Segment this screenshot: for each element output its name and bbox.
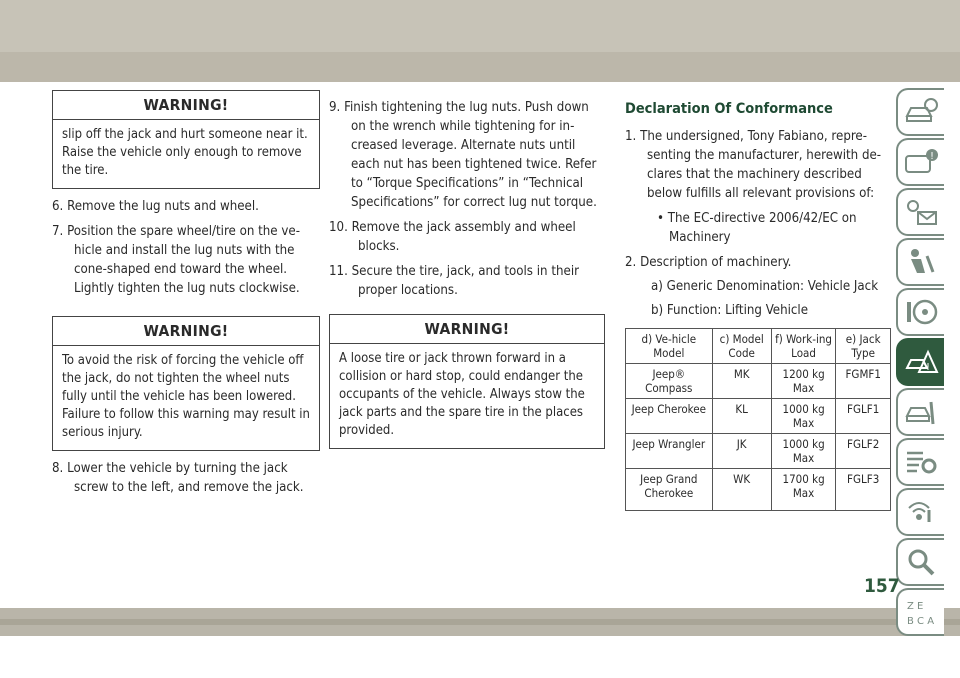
cell-jack: FGMF1 xyxy=(836,364,891,399)
svg-text:B C A: B C A xyxy=(907,616,935,627)
page-number: 157 xyxy=(864,575,900,597)
cell-load: 1700 kg Max xyxy=(771,469,836,511)
steering-wheel-icon[interactable] xyxy=(896,288,944,336)
table-header-row xyxy=(626,329,891,364)
cell-load: 1000 kg Max xyxy=(771,434,836,469)
cell-load: 1200 kg Max xyxy=(771,364,836,399)
step-9: 9. Finish tightening the lug nuts. Push down on the wrench while tightening for in-creased leverage. Alternate nuts until each nut has been tightened twice. Refer to “Torque Specifications” in “Technical Specifications” for correct lug nut torque. xyxy=(329,100,597,210)
index-icon[interactable] xyxy=(896,588,944,636)
warning-title: WARNING! xyxy=(53,317,319,346)
specifications-icon[interactable] xyxy=(896,438,944,486)
warning-box xyxy=(52,90,320,189)
dashboard-warning-icon[interactable] xyxy=(896,138,944,186)
step-10: 10. Remove the jack assembly and wheel blocks. xyxy=(329,220,576,254)
chapter-tabs xyxy=(896,88,946,638)
header-model-code: c) Model Code xyxy=(712,329,771,364)
cell-code: WK xyxy=(712,469,771,511)
svg-text:!: ! xyxy=(925,362,931,373)
warning-title: WARNING! xyxy=(330,315,604,344)
cell-code: KL xyxy=(712,399,771,434)
header-jack-type: e) Jack Type xyxy=(836,329,891,364)
service-wrench-icon[interactable] xyxy=(896,388,944,436)
warning-title: WARNING! xyxy=(53,91,319,120)
section-title: Declaration Of Conformance xyxy=(625,101,833,117)
cell-jack: FGLF2 xyxy=(836,434,891,469)
top-band xyxy=(0,0,960,52)
airbag-safety-icon[interactable] xyxy=(896,238,944,286)
bottom-band-stripe xyxy=(0,619,960,625)
cell-jack: FGLF1 xyxy=(836,399,891,434)
svg-text:!: ! xyxy=(929,151,935,162)
table-row xyxy=(626,399,891,434)
cell-load: 1000 kg Max xyxy=(771,399,836,434)
warning-box xyxy=(52,316,320,451)
function: b) Function: Lifting Vehicle xyxy=(651,303,809,318)
car-info-icon[interactable] xyxy=(896,88,944,136)
cell-code: MK xyxy=(712,364,771,399)
cell-jack: FGLF3 xyxy=(836,469,891,511)
step-6: 6. Remove the lug nuts and wheel. xyxy=(52,199,259,214)
step-8: 8. Lower the vehicle by turning the jack screw to the left, and remove the jack. xyxy=(52,461,304,495)
step-11: 11. Secure the tire, jack, and tools in their proper locations. xyxy=(329,264,579,298)
conformance-table xyxy=(625,328,891,511)
lights-messages-icon[interactable] xyxy=(896,188,944,236)
cell-code: JK xyxy=(712,434,771,469)
warning-text: A loose tire or jack thrown forward in a collision or hard stop, could endanger the occupants of the vehicle. Always stow the jack parts and the spare tire in the places provided. xyxy=(339,351,585,438)
declaration-item-2: 2. Description of machinery. xyxy=(625,255,792,270)
multimedia-icon[interactable] xyxy=(896,488,944,536)
declaration-item-1: 1. The undersigned, Tony Fabiano, repre-senting the manufacturer, herewith de-clares that the machinery described below fulfills all relevant provisions of: xyxy=(625,129,882,201)
header-working-load: f) Work-ing Load xyxy=(771,329,836,364)
column-middle xyxy=(329,90,605,457)
warning-text: slip off the jack and hurt someone near it. Raise the vehicle only enough to remove the tire. xyxy=(62,127,308,178)
search-icon[interactable] xyxy=(896,538,944,586)
top-band-stripe xyxy=(0,52,960,82)
header-vehicle-model: d) Ve-hicle Model xyxy=(626,329,713,364)
cell-vehicle: Jeep Grand Cherokee xyxy=(626,469,713,511)
warning-text: To avoid the risk of forcing the vehicle off the jack, do not tighten the wheel nuts fully until the vehicle has been lowered. Failure to follow this warning may result in serious injury. xyxy=(62,353,310,440)
emergency-hazard-icon[interactable] xyxy=(896,338,944,386)
warning-box xyxy=(329,314,605,449)
column-left xyxy=(52,90,320,503)
step-7: 7. Position the spare wheel/tire on the ve-hicle and install the lug nuts with the cone-shaped end toward the wheel. Lightly tighten the lug nuts clockwise. xyxy=(52,224,300,296)
table-row xyxy=(626,469,891,511)
cell-vehicle: Jeep® Compass xyxy=(626,364,713,399)
directive-bullet: • The EC-directive 2006/42/EC on Machinery xyxy=(657,211,857,245)
cell-vehicle: Jeep Cherokee xyxy=(626,399,713,434)
table-row xyxy=(626,434,891,469)
svg-text:Z E: Z E xyxy=(907,601,924,612)
table-row xyxy=(626,364,891,399)
generic-denomination: a) Generic Denomination: Vehicle Jack xyxy=(651,279,879,294)
column-right xyxy=(625,90,892,511)
cell-vehicle: Jeep Wrangler xyxy=(626,434,713,469)
